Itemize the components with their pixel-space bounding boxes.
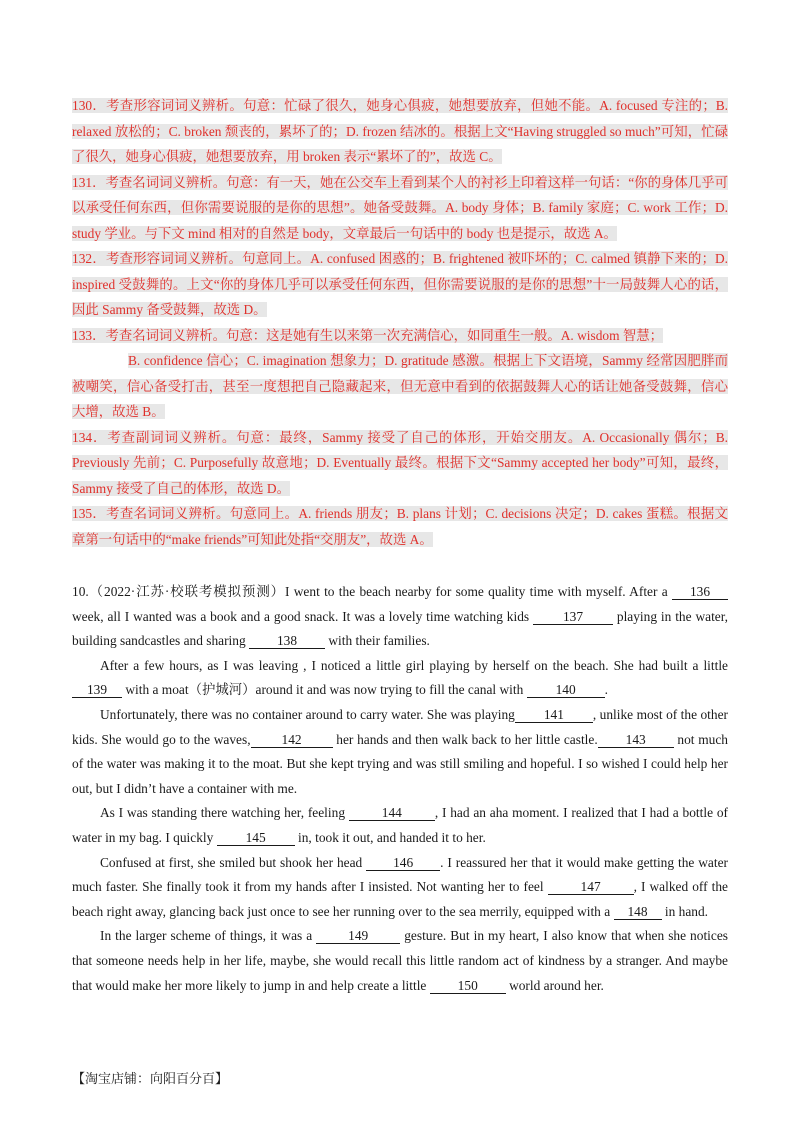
blank-141[interactable]: 141 — [515, 707, 593, 723]
explanation-134: 134．考查副词词义辨析。句意：最终，Sammy 接受了自己的体形，开始交朋友。A. Occasionally 偶尔；B. Previously 先前；C. Purposefully 故意地；D. Eventually 最终。根据下文“Sammy accepted her body”可知，最终，Sammy 接受了自己的体形，故选 D。 — [72, 429, 728, 496]
blank-145[interactable]: 145 — [217, 830, 295, 846]
blank-136[interactable]: 136 — [672, 584, 728, 600]
explanation-130: 130．考查形容词词义辨析。句意：忙碌了很久，她身心俱疲，她想要放弃，但她不能。A. focused 专注的；B. relaxed 放松的；C. broken 颓丧的，累坏了的；D. frozen 结冰的。根据上文“Having struggled so much”可知，忙碌了很久，她身心俱疲，她想要放弃，用 broken 表示“累坏了的”，故选 C。 — [72, 98, 728, 164]
passage-paragraph-1: 10.（2022·江苏·校联考模拟预测）I went to the beach nearby for some quality time with myself. After a 136 week, all I wanted was a book and a good snack. It was a lovely time watching kids 137 playing in the water, building sandcastles and sharing 138 with their families. — [72, 584, 729, 649]
answer-explanations — [72, 93, 728, 552]
explanation-133-continued: B. confidence 信心；C. imagination 想象力；D. gratitude 感激。根据上下文语境，Sammy 经常因肥胖而被嘲笑，信心备受打击，甚至一度想把自己隐藏起来，但无意中看到的依据鼓舞人心的话让她备受鼓舞，信心大增，故选 B。 — [72, 353, 728, 419]
blank-144[interactable]: 144 — [349, 805, 435, 821]
explanation-135: 135．考查名词词义辨析。句意同上。A. friends 朋友；B. plans 计划；C. decisions 决定；D. cakes 蛋糕。根据文章第一句话中的“make friends”可知此处指“交朋友”，故选 A。 — [72, 506, 728, 547]
blank-146[interactable]: 146 — [366, 855, 440, 871]
blank-142[interactable]: 142 — [251, 732, 333, 748]
blank-150[interactable]: 150 — [430, 978, 506, 994]
blank-149[interactable]: 149 — [316, 928, 400, 944]
passage-paragraph-2: After a few hours, as I was leaving , I noticed a little girl playing by herself on the beach. She had built a little 139 with a moat（护城河）around it and was now trying to fill the canal with 140 . — [72, 654, 728, 703]
explanation-133: 133．考查名词词义辨析。句意：这是她有生以来第一次充满信心，如同重生一般。A. wisdom 智慧； — [72, 327, 664, 343]
passage-paragraph-6: In the larger scheme of things, it was a 149 gesture. But in my heart, I also know that when she notices that someone needs help in her life, maybe, she would recall this little random act of kindness by a stranger. And maybe that would make her more likely to jump in and help create a little 150 world around her. — [72, 928, 728, 993]
blank-138[interactable]: 138 — [249, 633, 325, 649]
blank-140[interactable]: 140 — [527, 682, 605, 698]
blank-147[interactable]: 147 — [548, 879, 634, 895]
blank-148[interactable]: 148 — [614, 904, 662, 920]
passage-paragraph-3: Unfortunately, there was no container around to carry water. She was playing 141 , unlike most of the other kids. She would go to the waves, 142 her hands and then walk back to her little castle. 143 not much of the water was making it to the moat. But she kept trying and was still smiling and hopeful. I so wished I could help her out, but I didn’t have a container with me. — [72, 706, 728, 796]
passage-intro: 10.（2022·江苏·校联考模拟预测）I went to the beach nearby for some quality time with myself. After a — [72, 584, 668, 599]
shop-footer: 【淘宝店铺：向阳百分百】 — [72, 1071, 229, 1086]
blank-143[interactable]: 143 — [598, 732, 674, 748]
passage-paragraph-5: Confused at first, she smiled but shook her head 146 . I reassured her that it would make getting the water much faster. She finally took it from my hands after I insisted. Not wanting her to feel 147 , I walked off the beach right away, glancing back just once to see her running over to the sea merrily, equipped with a 148 in hand. — [72, 854, 728, 919]
blank-139[interactable]: 139 — [72, 682, 122, 698]
explanation-131: 131．考查名词词义辨析。句意：有一天，她在公交车上看到某个人的衬衫上印着这样一句话：“你的身体几乎可以承受任何东西，但你需要说服的是你的思想”。她备受鼓舞。A. body 身体；B. family 家庭；C. work 工作；D. study 学业。与下文 mind 相对的自然是 body，文章最后一句话中的 body 也是提示，故选 A。 — [72, 174, 728, 241]
passage-paragraph-4: As I was standing there watching her, feeling 144 , I had an aha moment. I realized that I had a bottle of water in my bag. I quickly 145 in, took it out, and handed it to her. — [72, 805, 728, 845]
cloze-passage — [72, 580, 728, 998]
blank-137[interactable]: 137 — [533, 609, 613, 625]
explanation-132: 132．考查形容词词义辨析。句意同上。A. confused 困惑的；B. frightened 被吓坏的；C. calmed 镇静下来的；D. inspired 受鼓舞的。上文“你的身体几乎可以承受任何东西，但你需要说服的是你的思想”十一局鼓舞人心的话，因此 Sammy 备受鼓舞，故选 D。 — [72, 251, 728, 317]
